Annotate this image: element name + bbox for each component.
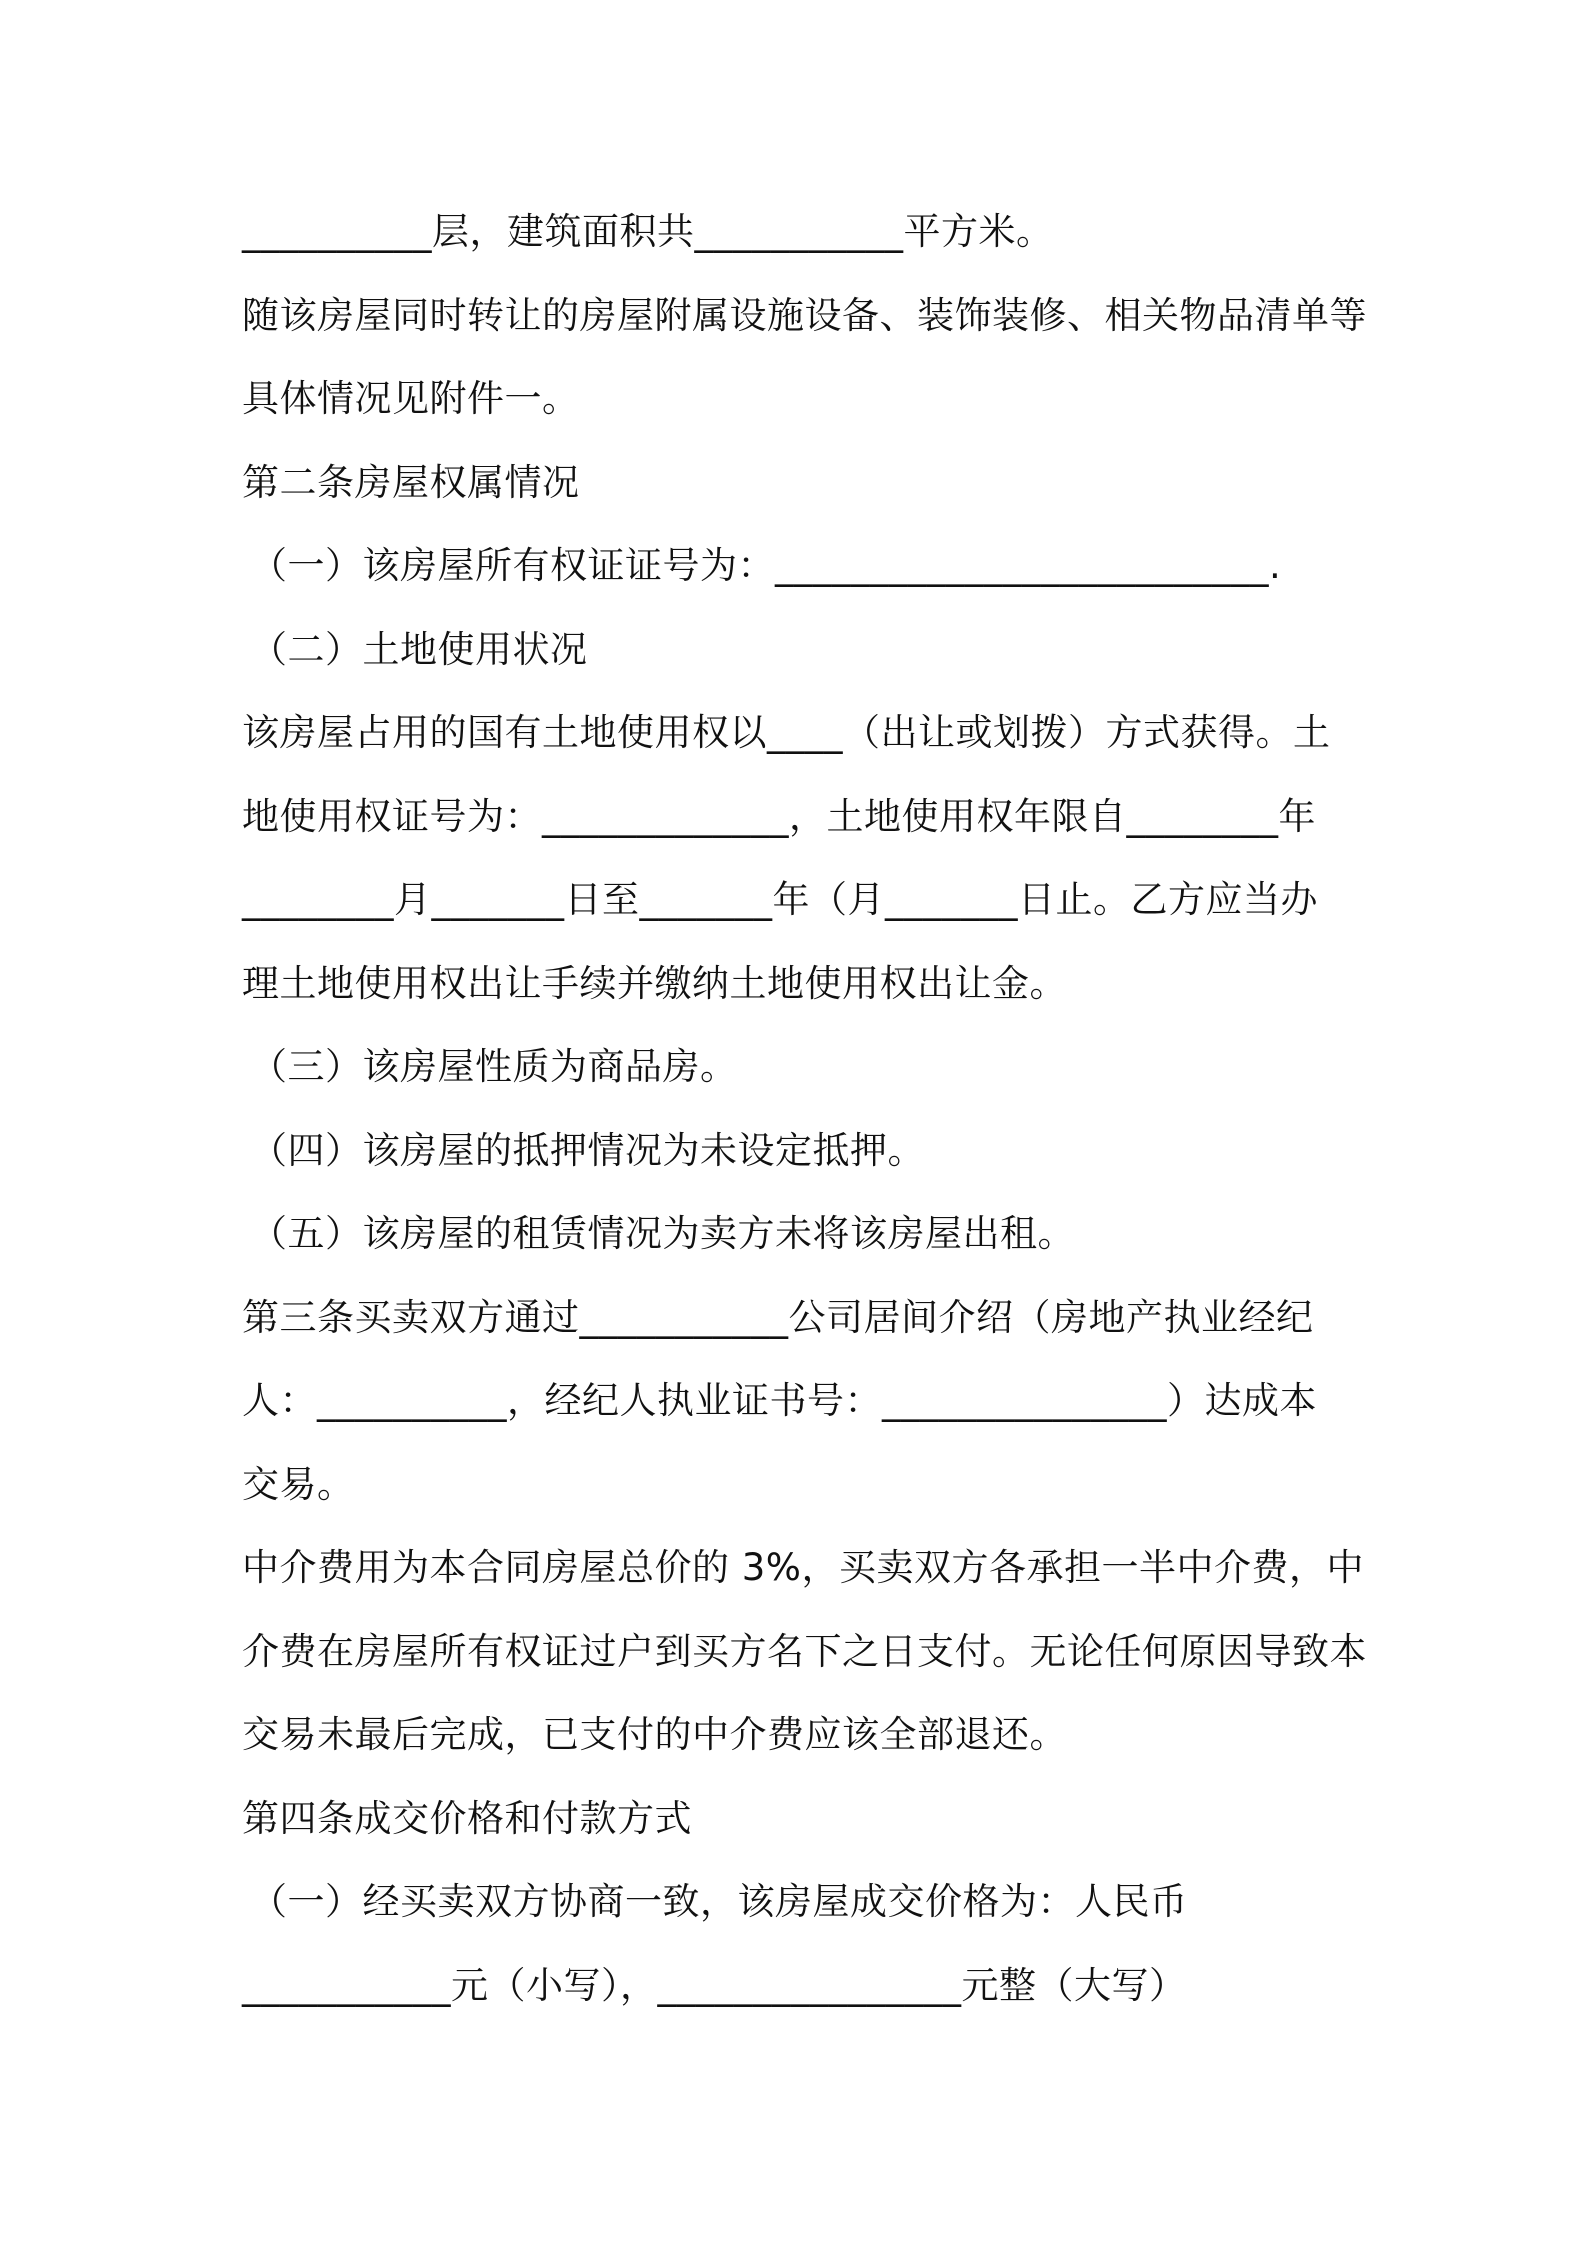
clause-2-3: （三）该房屋性质为商品房。 (250, 1045, 738, 1088)
clause-2-5: （五）该房屋的租赁情况为卖方未将该房屋出租。 (250, 1212, 1075, 1255)
price-amount-line: ___________元（小写），________________元整（大写） (242, 1963, 1187, 2007)
article-2-heading: 第二条房屋权属情况 (242, 460, 580, 504)
clause-2-4: （四）该房屋的抵押情况为未设定抵押。 (250, 1128, 925, 1172)
text-line-land-use-1: 该房屋占用的国有土地使用权以____（出让或划拨）方式获得。土 (242, 711, 1331, 754)
agency-fee-line-3: 交易未最后完成，已支付的中介费应该全部退还。 (242, 1713, 1067, 1756)
article-4-heading: 第四条成交价格和付款方式 (242, 1796, 692, 1840)
article-3-line-1: 第三条买卖双方通过___________公司居间介绍（房地产执业经纪 (242, 1295, 1314, 1339)
text-line-floor-area: __________层，建筑面积共___________平方米。 (242, 210, 1054, 253)
clause-2-1: （一）该房屋所有权证证号为：__________________________. (250, 544, 1282, 587)
clause-4-1: （一）经买卖双方协商一致，该房屋成交价格为：人民币 (250, 1880, 1188, 1923)
article-3-line-2: 人：__________，经纪人执业证书号：_______________）达成本 (242, 1379, 1317, 1422)
text-line-see-attachment: 具体情况见附件一。 (242, 377, 580, 420)
agency-fee-line-2: 介费在房屋所有权证过户到买方名下之日支付。无论任何原因导致本 (242, 1629, 1367, 1673)
clause-2-2-heading: （二）土地使用状况 (250, 627, 588, 671)
document-body (242, 196, 1367, 2033)
article-3-line-3: 交易。 (242, 1462, 355, 1506)
text-line-land-use-4: 理土地使用权出让手续并缴纳土地使用权出让金。 (242, 961, 1067, 1005)
agency-fee-line-1: 中介费用为本合同房屋总价的 3%，买卖双方各承担一半中介费，中 (242, 1546, 1364, 1589)
text-line-land-use-2: 地使用权证号为：_____________，土地使用权年限自________年 (242, 794, 1316, 838)
text-line-attached-facilities: 随该房屋同时转让的房屋附属设施设备、装饰装修、相关物品清单等 (242, 293, 1367, 337)
text-line-land-use-3: ________月_______日至_______年（月_______日止。乙方应当办 (242, 878, 1318, 921)
